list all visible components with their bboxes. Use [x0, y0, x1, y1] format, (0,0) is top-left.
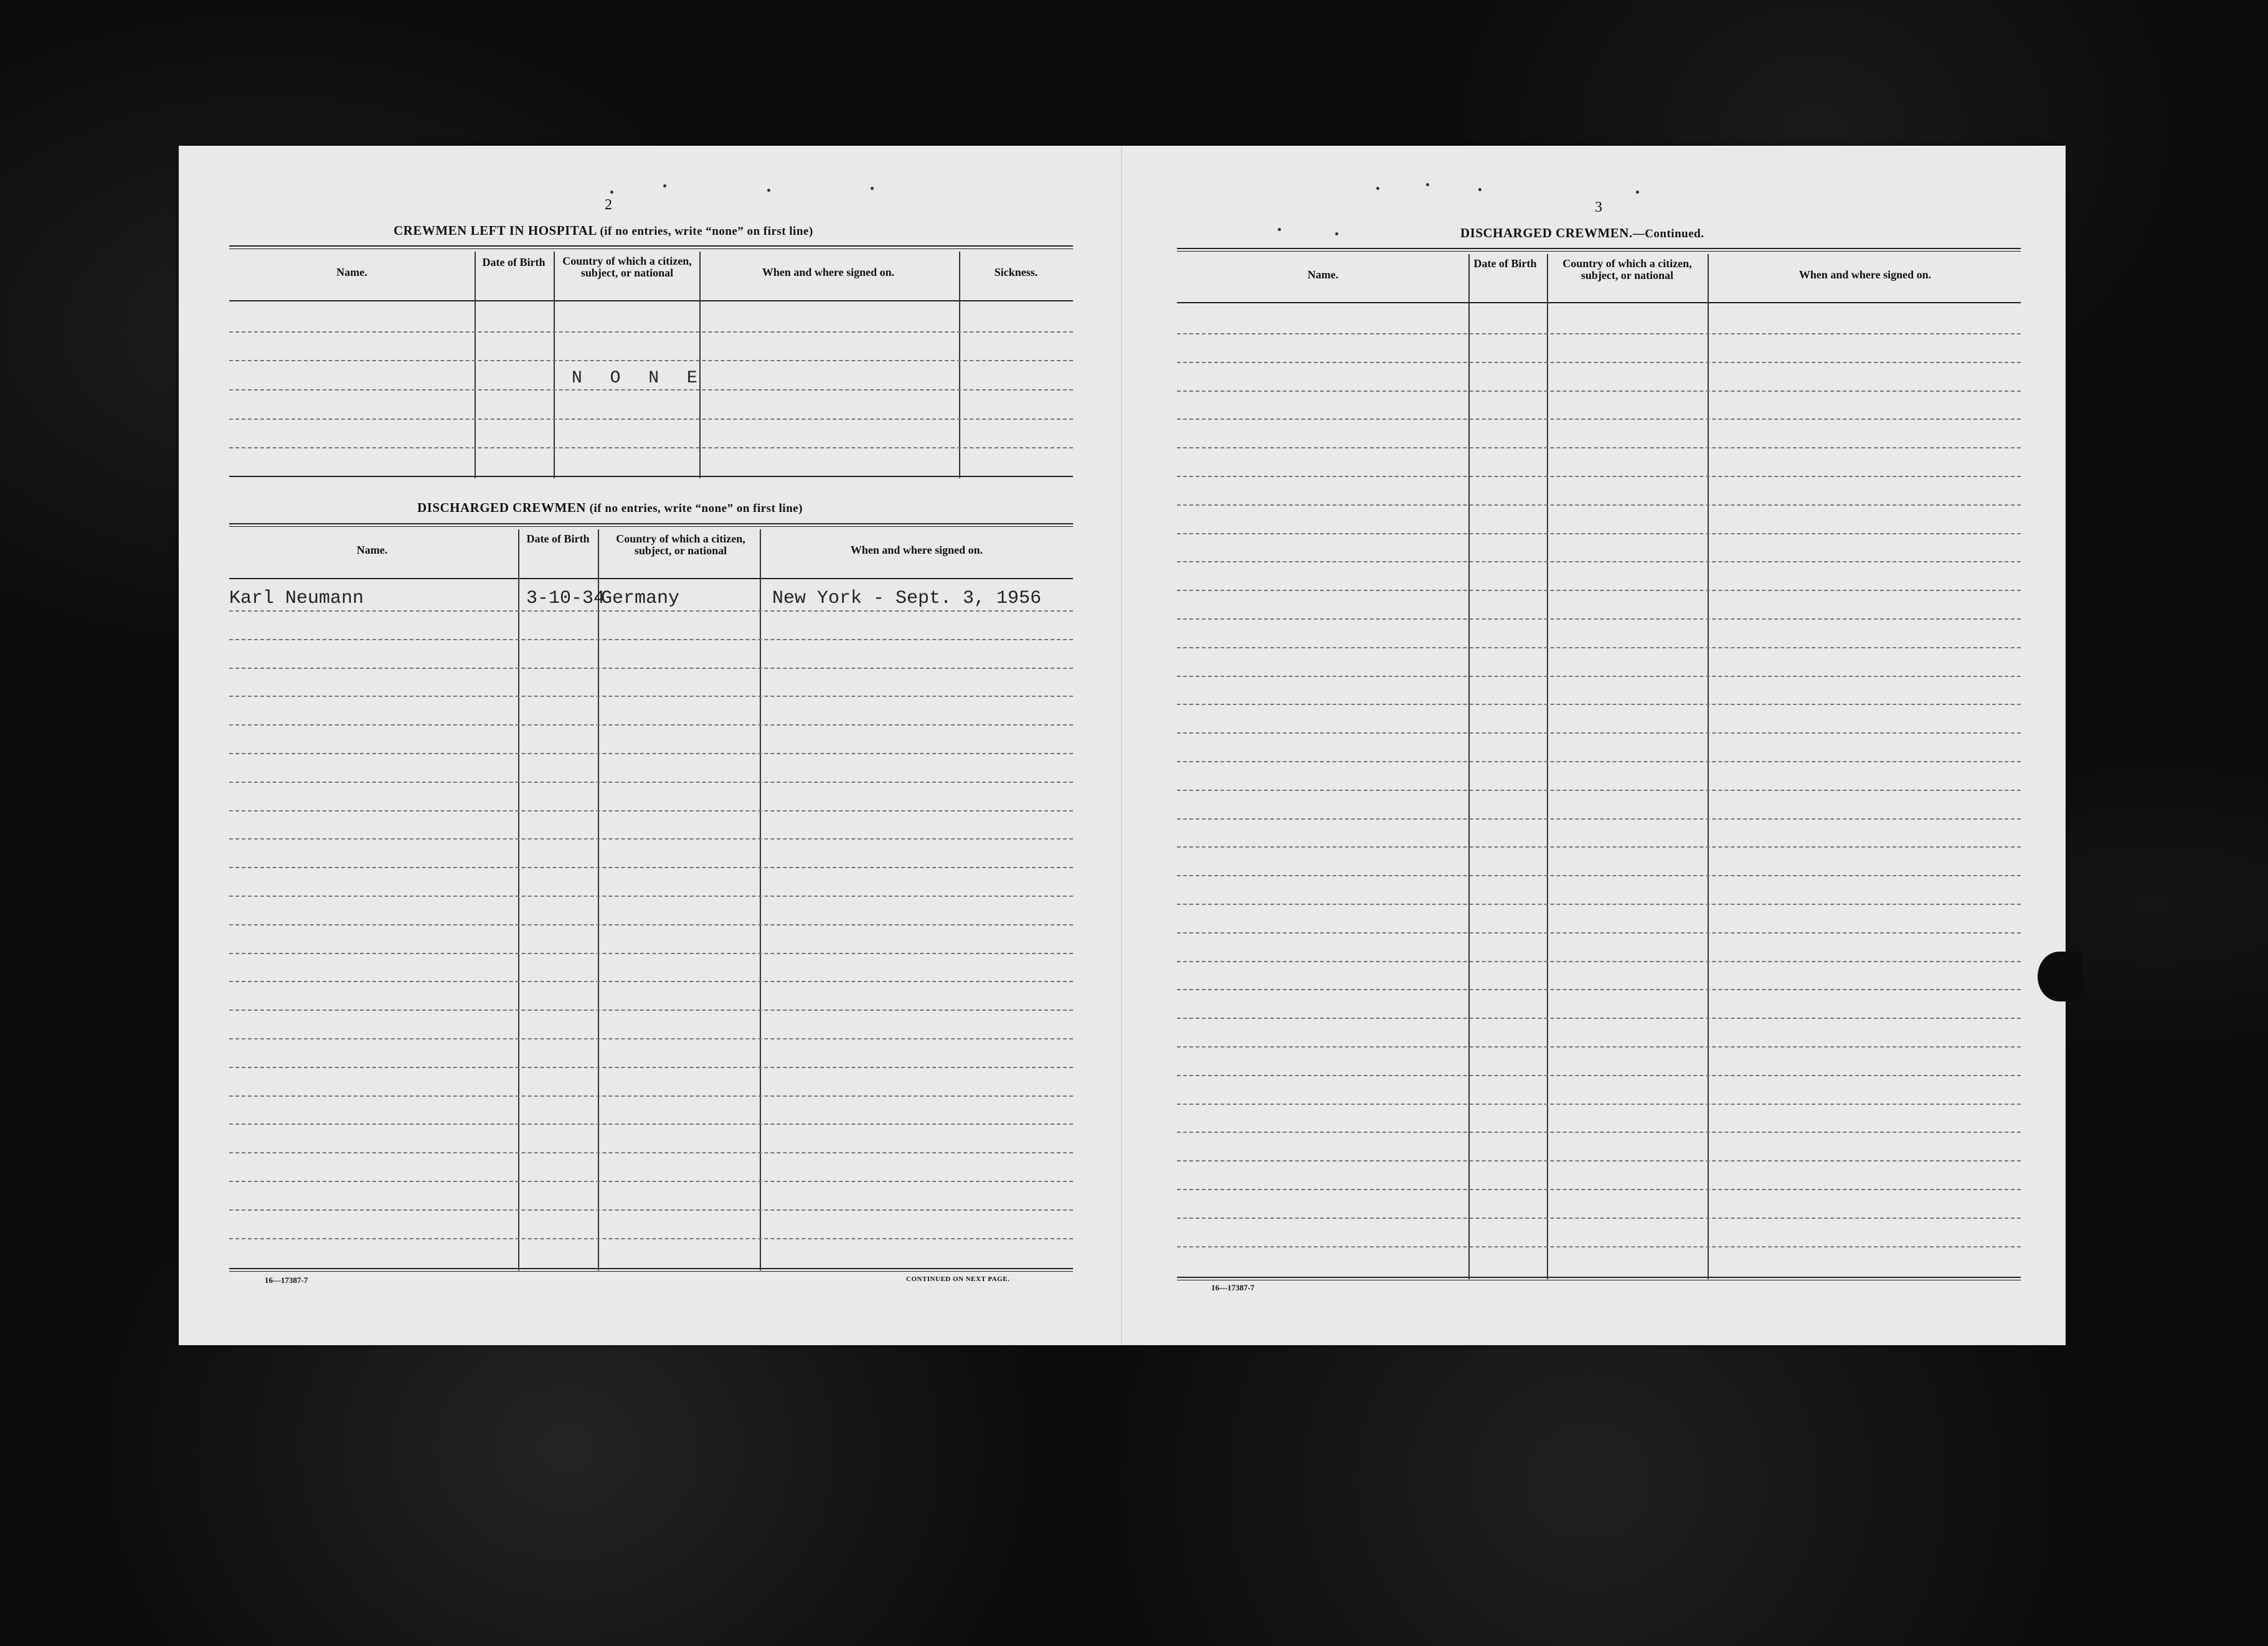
row-line — [229, 810, 1073, 811]
row-line — [1177, 618, 2021, 620]
right-header-rule — [1177, 302, 2021, 303]
discharged-header-name: Name. — [356, 544, 388, 556]
speck — [1478, 188, 1481, 191]
right-column-divider — [1708, 254, 1709, 1279]
discharged-header-signed-on: When and where signed on. — [850, 544, 983, 556]
discharged-header-country: Country of which a citizen, subject, or national — [616, 532, 745, 557]
hospital-row-line — [229, 331, 1073, 333]
discharged-column-divider — [518, 529, 519, 1270]
row-line — [229, 782, 1073, 783]
row-line — [1177, 1104, 2021, 1105]
hospital-header-country: Country of which a citizen, subject, or national — [562, 255, 692, 279]
speck — [663, 184, 666, 187]
row-line — [229, 981, 1073, 982]
right-title-suffix: —Continued. — [1632, 227, 1704, 240]
hospital-row-line — [229, 360, 1073, 361]
discharged-header-rule — [229, 578, 1073, 579]
discharged-column-divider — [598, 529, 599, 1270]
right-header-dob: Date of Birth — [1473, 257, 1537, 270]
hospital-header-sickness: Sickness. — [994, 266, 1038, 278]
right-title-text: DISCHARGED CREWMEN. — [1460, 225, 1633, 240]
right-column-divider — [1468, 254, 1470, 1279]
hospital-row-line — [229, 447, 1073, 448]
form-number: 16—17387-7 — [1211, 1283, 1255, 1292]
discharged-bottom-rule — [229, 1268, 1073, 1272]
row-line — [1177, 419, 2021, 420]
row-line — [229, 1123, 1073, 1125]
hospital-title-text: CREWMEN LEFT IN HOSPITAL — [394, 223, 597, 238]
hospital-row-line — [229, 389, 1073, 390]
hospital-column-divider — [699, 252, 701, 478]
row-line — [1177, 1218, 2021, 1219]
row-line — [1177, 647, 2021, 648]
hospital-bottom-rule — [229, 476, 1073, 477]
discharged-signed-on-cell: New York - Sept. 3, 1956 — [772, 588, 1042, 609]
hospital-section-title — [394, 223, 813, 239]
row-line — [229, 753, 1073, 754]
speck — [1636, 191, 1639, 194]
row-line — [1177, 875, 2021, 876]
punch-notch — [2038, 952, 2081, 1001]
row-line — [229, 1095, 1073, 1097]
row-line — [229, 1152, 1073, 1153]
row-line — [1177, 818, 2021, 820]
hospital-header-name: Name. — [336, 266, 367, 278]
row-line — [1177, 362, 2021, 363]
row-line — [229, 1038, 1073, 1039]
page-number: 3 — [1595, 199, 1602, 215]
hospital-none-entry: N O N E — [572, 369, 706, 388]
page-number: 2 — [605, 197, 612, 213]
right-header-country: Country of which a citizen, subject, or national — [1562, 257, 1692, 281]
row-line — [229, 724, 1073, 726]
right-column-divider — [1547, 254, 1548, 1279]
row-line — [229, 838, 1073, 840]
discharged-section-title — [417, 500, 803, 516]
right-header-name: Name. — [1307, 268, 1339, 281]
discharged-title-text: DISCHARGED CREWMEN — [417, 500, 586, 515]
row-line — [229, 1067, 1073, 1068]
continued-note: CONTINUED ON NEXT PAGE. — [906, 1275, 1010, 1283]
document-sheet — [179, 146, 2066, 1345]
form-number: 16—17387-7 — [265, 1275, 308, 1285]
row-line — [1177, 333, 2021, 334]
row-line — [1177, 504, 2021, 506]
speck — [1376, 187, 1379, 190]
speck — [610, 191, 613, 194]
row-line — [1177, 1246, 2021, 1247]
row-line — [229, 867, 1073, 868]
speck — [1426, 183, 1429, 186]
hospital-header-dob: Date of Birth — [482, 256, 546, 268]
row-line — [1177, 476, 2021, 477]
row-line — [229, 1238, 1073, 1239]
row-line — [229, 896, 1073, 897]
hospital-title-note: (if no entries, write “none” on first line) — [600, 225, 813, 238]
hospital-header-signed-on: When and where signed on. — [762, 266, 895, 278]
hospital-header-rule — [229, 300, 1073, 301]
right-top-rule — [1177, 248, 2021, 252]
discharged-dob-cell: 3-10-34 — [526, 588, 605, 609]
row-line — [229, 668, 1073, 669]
discharged-top-rule — [229, 523, 1073, 527]
speck — [767, 189, 770, 192]
right-bottom-rule — [1177, 1277, 2021, 1280]
speck — [871, 187, 874, 190]
row-line — [1177, 704, 2021, 705]
row-line — [1177, 790, 2021, 791]
row-line — [1177, 447, 2021, 448]
row-line — [1177, 932, 2021, 934]
discharged-name-cell: Karl Neumann — [229, 588, 364, 609]
row-line — [229, 1209, 1073, 1211]
row-line — [1177, 846, 2021, 848]
row-line — [1177, 732, 2021, 734]
row-line — [1177, 676, 2021, 677]
row-line — [1177, 761, 2021, 762]
row-line — [1177, 390, 2021, 392]
right-header-signed-on: When and where signed on. — [1798, 268, 1932, 281]
row-line — [1177, 590, 2021, 591]
discharged-header-dob: Date of Birth — [526, 532, 590, 545]
right-section-title — [1460, 225, 1704, 241]
row-line — [1177, 1046, 2021, 1048]
speck — [1278, 228, 1281, 231]
hospital-top-rule — [229, 245, 1073, 249]
row-line — [1177, 1018, 2021, 1019]
row-line — [1177, 989, 2021, 990]
row-line — [1177, 533, 2021, 534]
discharged-title-note: (if no entries, write “none” on first line) — [589, 502, 803, 515]
hospital-column-divider — [554, 252, 555, 478]
row-line — [1177, 904, 2021, 905]
row-line — [1177, 1132, 2021, 1133]
discharged-country-cell: Germany — [601, 588, 680, 609]
hospital-column-divider — [959, 252, 960, 478]
row-line — [229, 639, 1073, 640]
row-line — [229, 953, 1073, 954]
row-line — [229, 696, 1073, 697]
discharged-column-divider — [760, 529, 761, 1270]
page-fold — [1121, 146, 1122, 1345]
row-line — [229, 924, 1073, 925]
hospital-column-divider — [475, 252, 476, 478]
row-line — [1177, 1160, 2021, 1161]
row-line — [1177, 561, 2021, 562]
row-line — [229, 610, 1073, 612]
row-line — [1177, 1189, 2021, 1190]
speck — [1335, 232, 1338, 235]
row-line — [1177, 1075, 2021, 1076]
row-line — [1177, 961, 2021, 962]
row-line — [229, 1010, 1073, 1011]
row-line — [229, 1181, 1073, 1182]
hospital-row-line — [229, 419, 1073, 420]
